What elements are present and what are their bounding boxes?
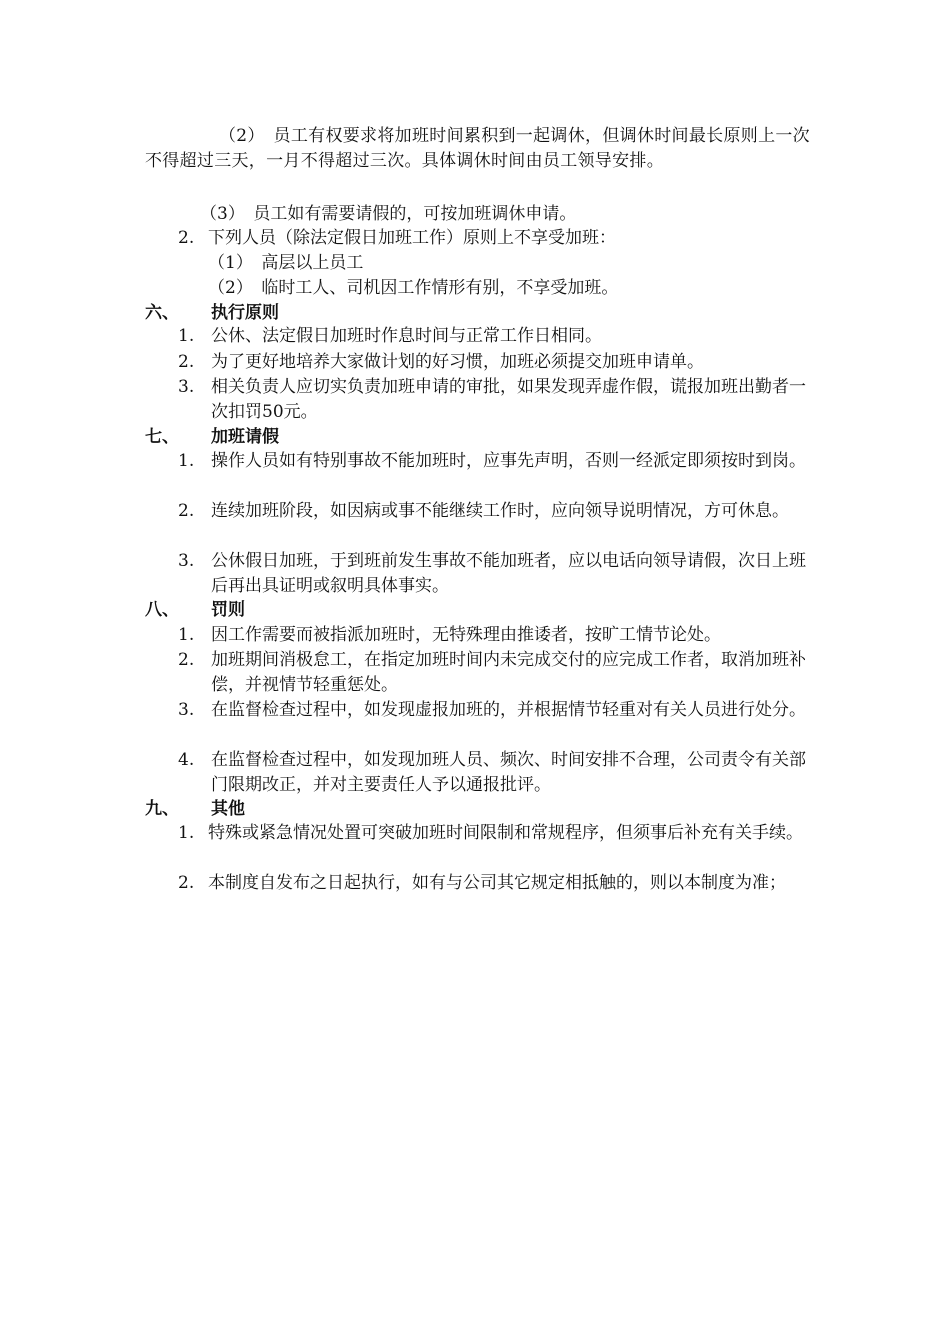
list-item-text: 连续加班阶段，如因病或事不能继续工作时，应向领导说明情况，方可休息。 (211, 501, 789, 521)
list-number: 2. (178, 650, 195, 670)
list-number: 2. (178, 501, 195, 521)
list-item-text: 加班期间消极怠工，在指定加班时间内未完成交付的应完成工作者，取消加班补偿，并视情节轻重惩处。 (211, 650, 806, 695)
list-item-text: 公休、法定假日加班时作息时间与正常工作日相同。 (211, 326, 602, 346)
list-number: 4. (178, 750, 195, 770)
list-number: 3. (178, 551, 195, 571)
section-number: 八、 (145, 600, 179, 620)
list-number: 1. (178, 451, 195, 471)
list-number: 1. (178, 326, 195, 346)
section-heading (145, 301, 279, 325)
list-number: 1. (178, 625, 195, 645)
list-item-text: 操作人员如有特别事故不能加班时，应事先声明，否则一经派定即须按时到岗。 (211, 451, 806, 471)
list-item-text: 在监督检查过程中，如发现虚报加班的，并根据情节轻重对有关人员进行处分。 (211, 700, 806, 720)
list-item-text: 公休假日加班，于到班前发生事故不能加班者，应以电话向领导请假，次日上班后再出具证明或叙明具体事实。 (211, 551, 806, 596)
list-item-text: 下列人员（除法定假日加班工作）原则上不享受加班： (208, 228, 616, 248)
list-number: 3. (178, 377, 195, 397)
sub-item-temp-workers: （2） 临时工人、司机因工作情形有别，不享受加班。 (208, 278, 619, 298)
list-number: 2. (178, 352, 195, 372)
list-number: 3. (178, 700, 195, 720)
list-number: 2. (178, 873, 195, 893)
section-title: 其他 (211, 799, 245, 819)
list-item-text: 相关负责人应切实负责加班申请的审批，如果发现弄虚作假，谎报加班出勤者一次扣罚50元。 (211, 377, 806, 422)
section-heading (145, 598, 245, 622)
list-item-text: 因工作需要而被指派加班时，无特殊理由推诿者，按旷工情节论处。 (211, 625, 721, 645)
list-item-text: 特殊或紧急情况处置可突破加班时间限制和常规程序，但须事后补充有关手续。 (208, 823, 803, 843)
section-title: 罚则 (211, 600, 245, 620)
section-title: 加班请假 (211, 427, 279, 447)
section-number: 六、 (145, 303, 179, 323)
section-number: 七、 (145, 427, 179, 447)
sub-item-senior-staff: （1） 高层以上员工 (208, 253, 364, 273)
list-item-text: 为了更好地培养大家做计划的好习惯，加班必须提交加班申请单。 (211, 352, 704, 372)
list-number: 1. (178, 823, 195, 843)
section-heading (145, 797, 245, 821)
list-number: 2. (178, 228, 195, 248)
list-item-text: 在监督检查过程中，如发现加班人员、频次、时间安排不合理，公司责令有关部门限期改正，并对主要责任人予以通报批评。 (211, 750, 806, 795)
section-number: 九、 (145, 799, 179, 819)
list-item-text: 本制度自发布之日起执行，如有与公司其它规定相抵触的，则以本制度为准； (208, 873, 786, 893)
section-heading (145, 425, 279, 449)
paragraph-overtime-accumulation: （2） 员工有权要求将加班时间累积到一起调休，但调休时间最长原则上一次不得超过三天，一月不得超过三次。具体调休时间由员工领导安排。 (145, 126, 810, 171)
section-title: 执行原则 (211, 303, 279, 323)
paragraph-leave-request: （3） 员工如有需要请假的，可按加班调休申请。 (200, 204, 577, 224)
